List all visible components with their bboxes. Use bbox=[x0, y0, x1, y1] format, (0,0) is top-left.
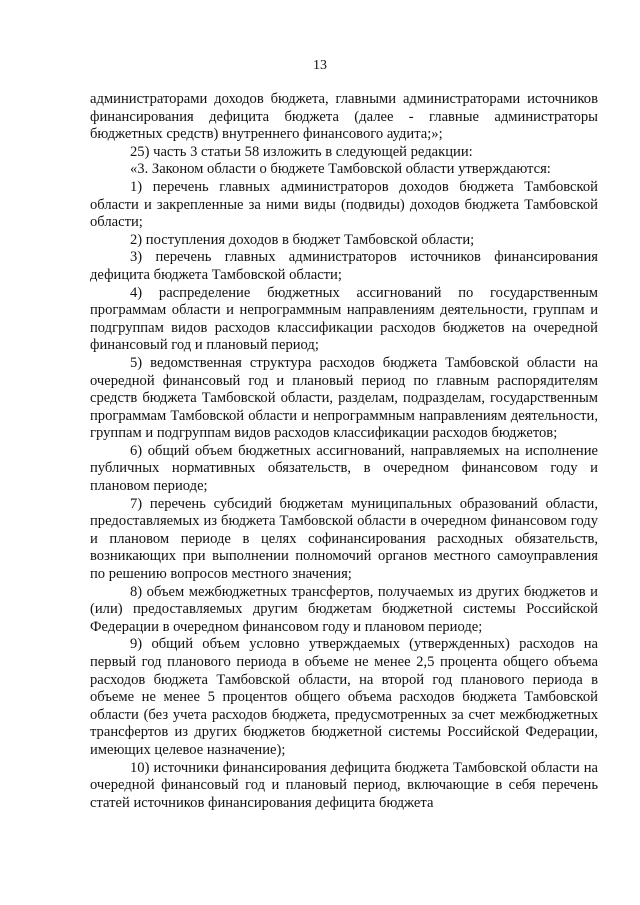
paragraph: 8) объем межбюджетных трансфертов, получаемых из других бюджетов и (или) предоставляемых другим бюджетам бюджетной системы Российской Федерации в очередном финансовом году и плановом периоде; bbox=[90, 583, 598, 635]
paragraph: 5) ведомственная структура расходов бюджета Тамбовской области на очередной финансовый год и плановый период по главным распорядителям средств бюджета Тамбовской области, разделам, подразделам, государственным программам Тамбовской области и непрограммным направлениям деятельности, группам и подгруппам видов расходов классификации расходов бюджетов; bbox=[90, 354, 598, 442]
paragraph: 1) перечень главных администраторов доходов бюджета Тамбовской области и закрепленные за ними виды (подвиды) доходов бюджета Тамбовской области; bbox=[90, 178, 598, 231]
paragraph: 7) перечень субсидий бюджетам муниципальных образований области, предоставляемых из бюджета Тамбовской области в очередном финансовом году и плановом периоде в целях софинансирования расходных обязательств, возникающих при выполнении полномочий органов местного самоуправления по решению вопросов местного значения; bbox=[90, 495, 598, 583]
paragraph: 10) источники финансирования дефицита бюджета Тамбовской области на очередной финансовый год и плановый период, включающие в себя перечень статей источников финансирования дефицита бюджета bbox=[90, 759, 598, 811]
paragraph: 6) общий объем бюджетных ассигнований, направляемых на исполнение публичных нормативных обязательств, в очередном финансовом году и плановом периоде; bbox=[90, 442, 598, 495]
paragraph: 25) часть 3 статьи 58 изложить в следующей редакции: bbox=[130, 143, 473, 160]
paragraph: администраторами доходов бюджета, главными администраторами источников финансирования дефицита бюджета (далее - главные администраторы бюджетных средств) внутреннего финансового аудита;»; bbox=[90, 91, 598, 143]
paragraph: 3) перечень главных администраторов источников финансирования дефицита бюджета Тамбовской области; bbox=[90, 249, 598, 283]
paragraph: 9) общий объем условно утверждаемых (утвержденных) расходов на первый год планового периода в объеме не менее 2,5 процента общего объема расходов бюджета Тамбовской области, на второй год планового периода в объеме не менее 5 процентов общего объема расходов бюджета Тамбовской области (без учета расходов бюджета, предусмотренных за счет межбюджетных трансфертов из других бюджетов бюджетной системы Российской Федерации, имеющих целевое назначение); bbox=[90, 636, 598, 758]
document-body bbox=[90, 91, 598, 812]
page-number: 13 bbox=[313, 58, 327, 73]
paragraph: «3. Законом области о бюджете Тамбовской области утверждаются: bbox=[130, 161, 551, 178]
paragraph: 2) поступления доходов в бюджет Тамбовской области; bbox=[130, 231, 475, 248]
paragraph: 4) распределение бюджетных ассигнований по государственным программам области и непрограммным направлениям деятельности, группам и подгруппам видов расходов классификации расходов бюджетов на очередной финансовый год и плановый период; bbox=[90, 284, 598, 354]
